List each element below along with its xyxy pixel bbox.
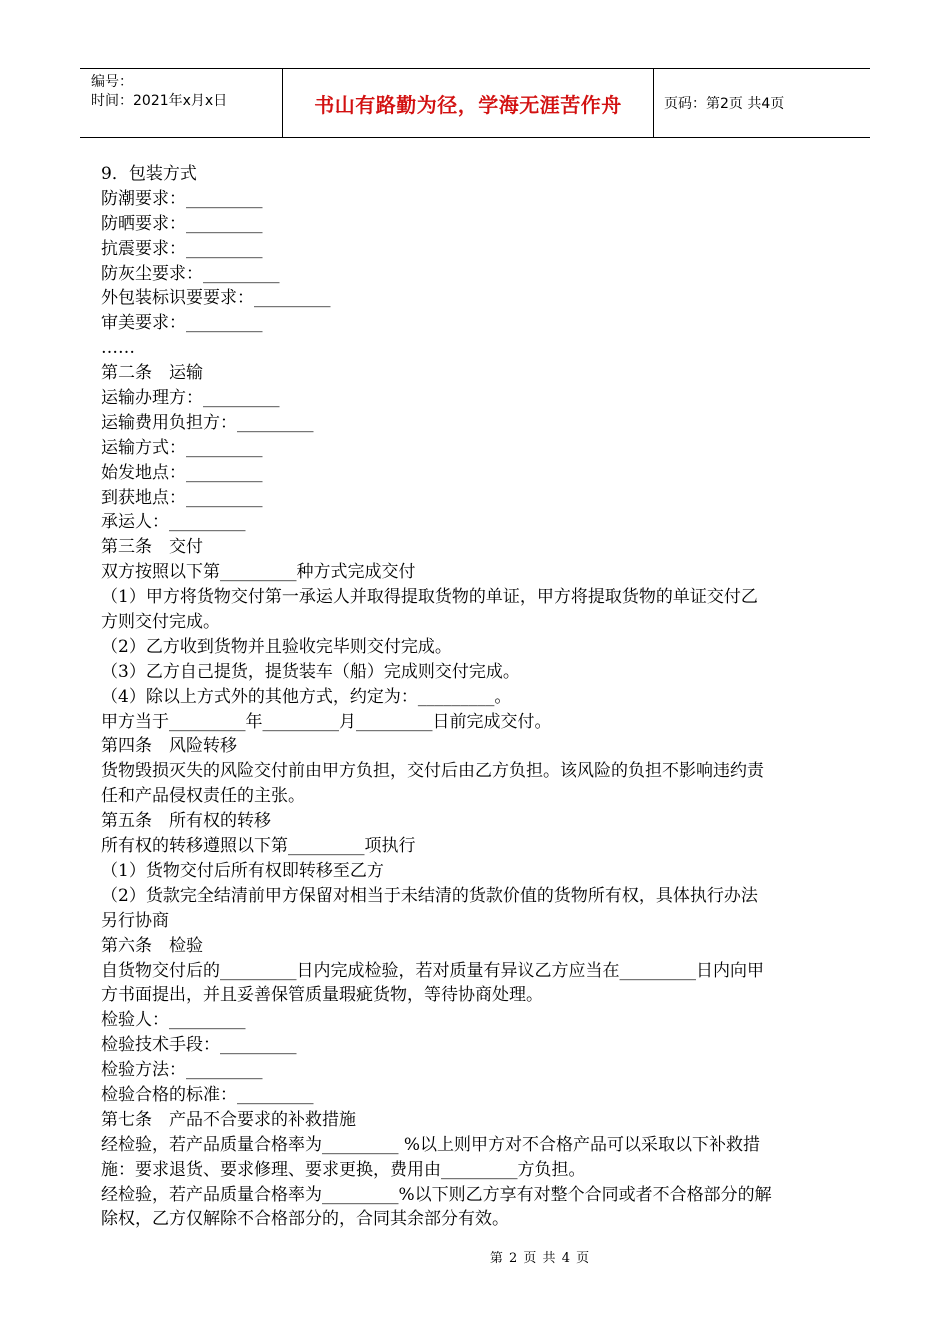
body-line: 审美要求：_________: [101, 313, 263, 334]
body-line: 双方按照以下第_________种方式完成交付: [101, 562, 416, 583]
body-line: 货物毁损灭失的风险交付前由甲方负担，交付后由乙方负担。该风险的负担不影响违约责: [101, 761, 764, 782]
body-line: 自货物交付后的_________日内完成检验，若对质量有异议乙方应当在_________日内向甲: [101, 960, 764, 981]
body-line: 始发地点：_________: [101, 462, 263, 483]
body-line: 经检验，若产品质量合格率为_________ %以上则甲方对不合格产品可以采取以下补救措: [101, 1134, 761, 1155]
body-line: （1）甲方将货物交付第一承运人并取得提取货物的单证，甲方将提取货物的单证交付乙: [101, 587, 758, 608]
body-line: 运输费用负担方：_________: [101, 412, 314, 433]
body-line: 方书面提出，并且妥善保管质量瑕疵货物，等待协商处理。: [101, 985, 543, 1006]
body-line: 检验人：_________: [101, 1010, 246, 1031]
body-line: 第四条 风险转移: [101, 736, 237, 757]
body-line: 第五条 所有权的转移: [101, 811, 271, 832]
header-page-number: 页码：第2页 共4页: [664, 96, 785, 112]
body-line: 第七条 产品不合要求的补救措施: [101, 1109, 356, 1130]
body-line: 第二条 运输: [101, 363, 203, 384]
body-line: 承运人：_________: [101, 512, 246, 533]
body-line: 防灰尘要求：_________: [101, 263, 280, 284]
body-line: 抗震要求：_________: [101, 238, 263, 259]
body-line: 检验技术手段：_________: [101, 1035, 297, 1056]
body-line: 第六条 检验: [101, 935, 203, 956]
body-line: 第三条 交付: [101, 537, 203, 558]
body-line: 经检验，若产品质量合格率为_________%以下则乙方享有对整个合同或者不合格部分的解: [101, 1184, 772, 1205]
header-motto: 书山有路勤为径，学海无涯苦作舟: [283, 69, 654, 137]
body-line: 防晒要求：_________: [101, 213, 263, 234]
body-line: （3）乙方自己提货，提货装车（船）完成则交付完成。: [101, 661, 520, 682]
document-header: [80, 68, 870, 138]
body-line: 除权，乙方仅解除不合格部分的，合同其余部分有效。: [101, 1209, 509, 1230]
body-line: 所有权的转移遵照以下第_________项执行: [101, 836, 416, 857]
document-body: [101, 162, 841, 1232]
body-line: 另行协商: [101, 910, 169, 931]
body-line: ……: [101, 338, 135, 359]
body-line: （2）货款完全结清前甲方保留对相当于未结清的货款价值的货物所有权，具体执行办法: [101, 885, 758, 906]
document-number: 编号：: [91, 74, 133, 90]
body-line: 检验合格的标准：_________: [101, 1084, 314, 1105]
body-line: 施：要求退货、要求修理、要求更换，费用由_________方负担。: [101, 1159, 586, 1180]
body-line: 检验方法：_________: [101, 1060, 263, 1081]
body-line: 运输方式：_________: [101, 437, 263, 458]
body-line: （2）乙方收到货物并且验收完毕则交付完成。: [101, 636, 452, 657]
body-line: 方则交付完成。: [101, 612, 220, 633]
body-line: 到获地点：_________: [101, 487, 263, 508]
page-footer: 第 2 页 共 4 页: [489, 1251, 591, 1266]
body-line: 甲方当于_________年_________月_________日前完成交付。: [101, 711, 552, 732]
body-line: 任和产品侵权责任的主张。: [101, 786, 305, 807]
body-line: 防潮要求：_________: [101, 188, 263, 209]
body-line: （4）除以上方式外的其他方式，约定为：_________。: [101, 686, 512, 707]
body-line: 外包装标识要要求：_________: [101, 288, 331, 309]
header-meta: [80, 69, 283, 137]
body-line: （1）货物交付后所有权即转移至乙方: [101, 860, 384, 881]
body-line: 9．包装方式: [101, 164, 197, 184]
body-line: 运输办理方：_________: [101, 388, 280, 409]
document-date: 时间：2021年x月x日: [91, 93, 228, 109]
